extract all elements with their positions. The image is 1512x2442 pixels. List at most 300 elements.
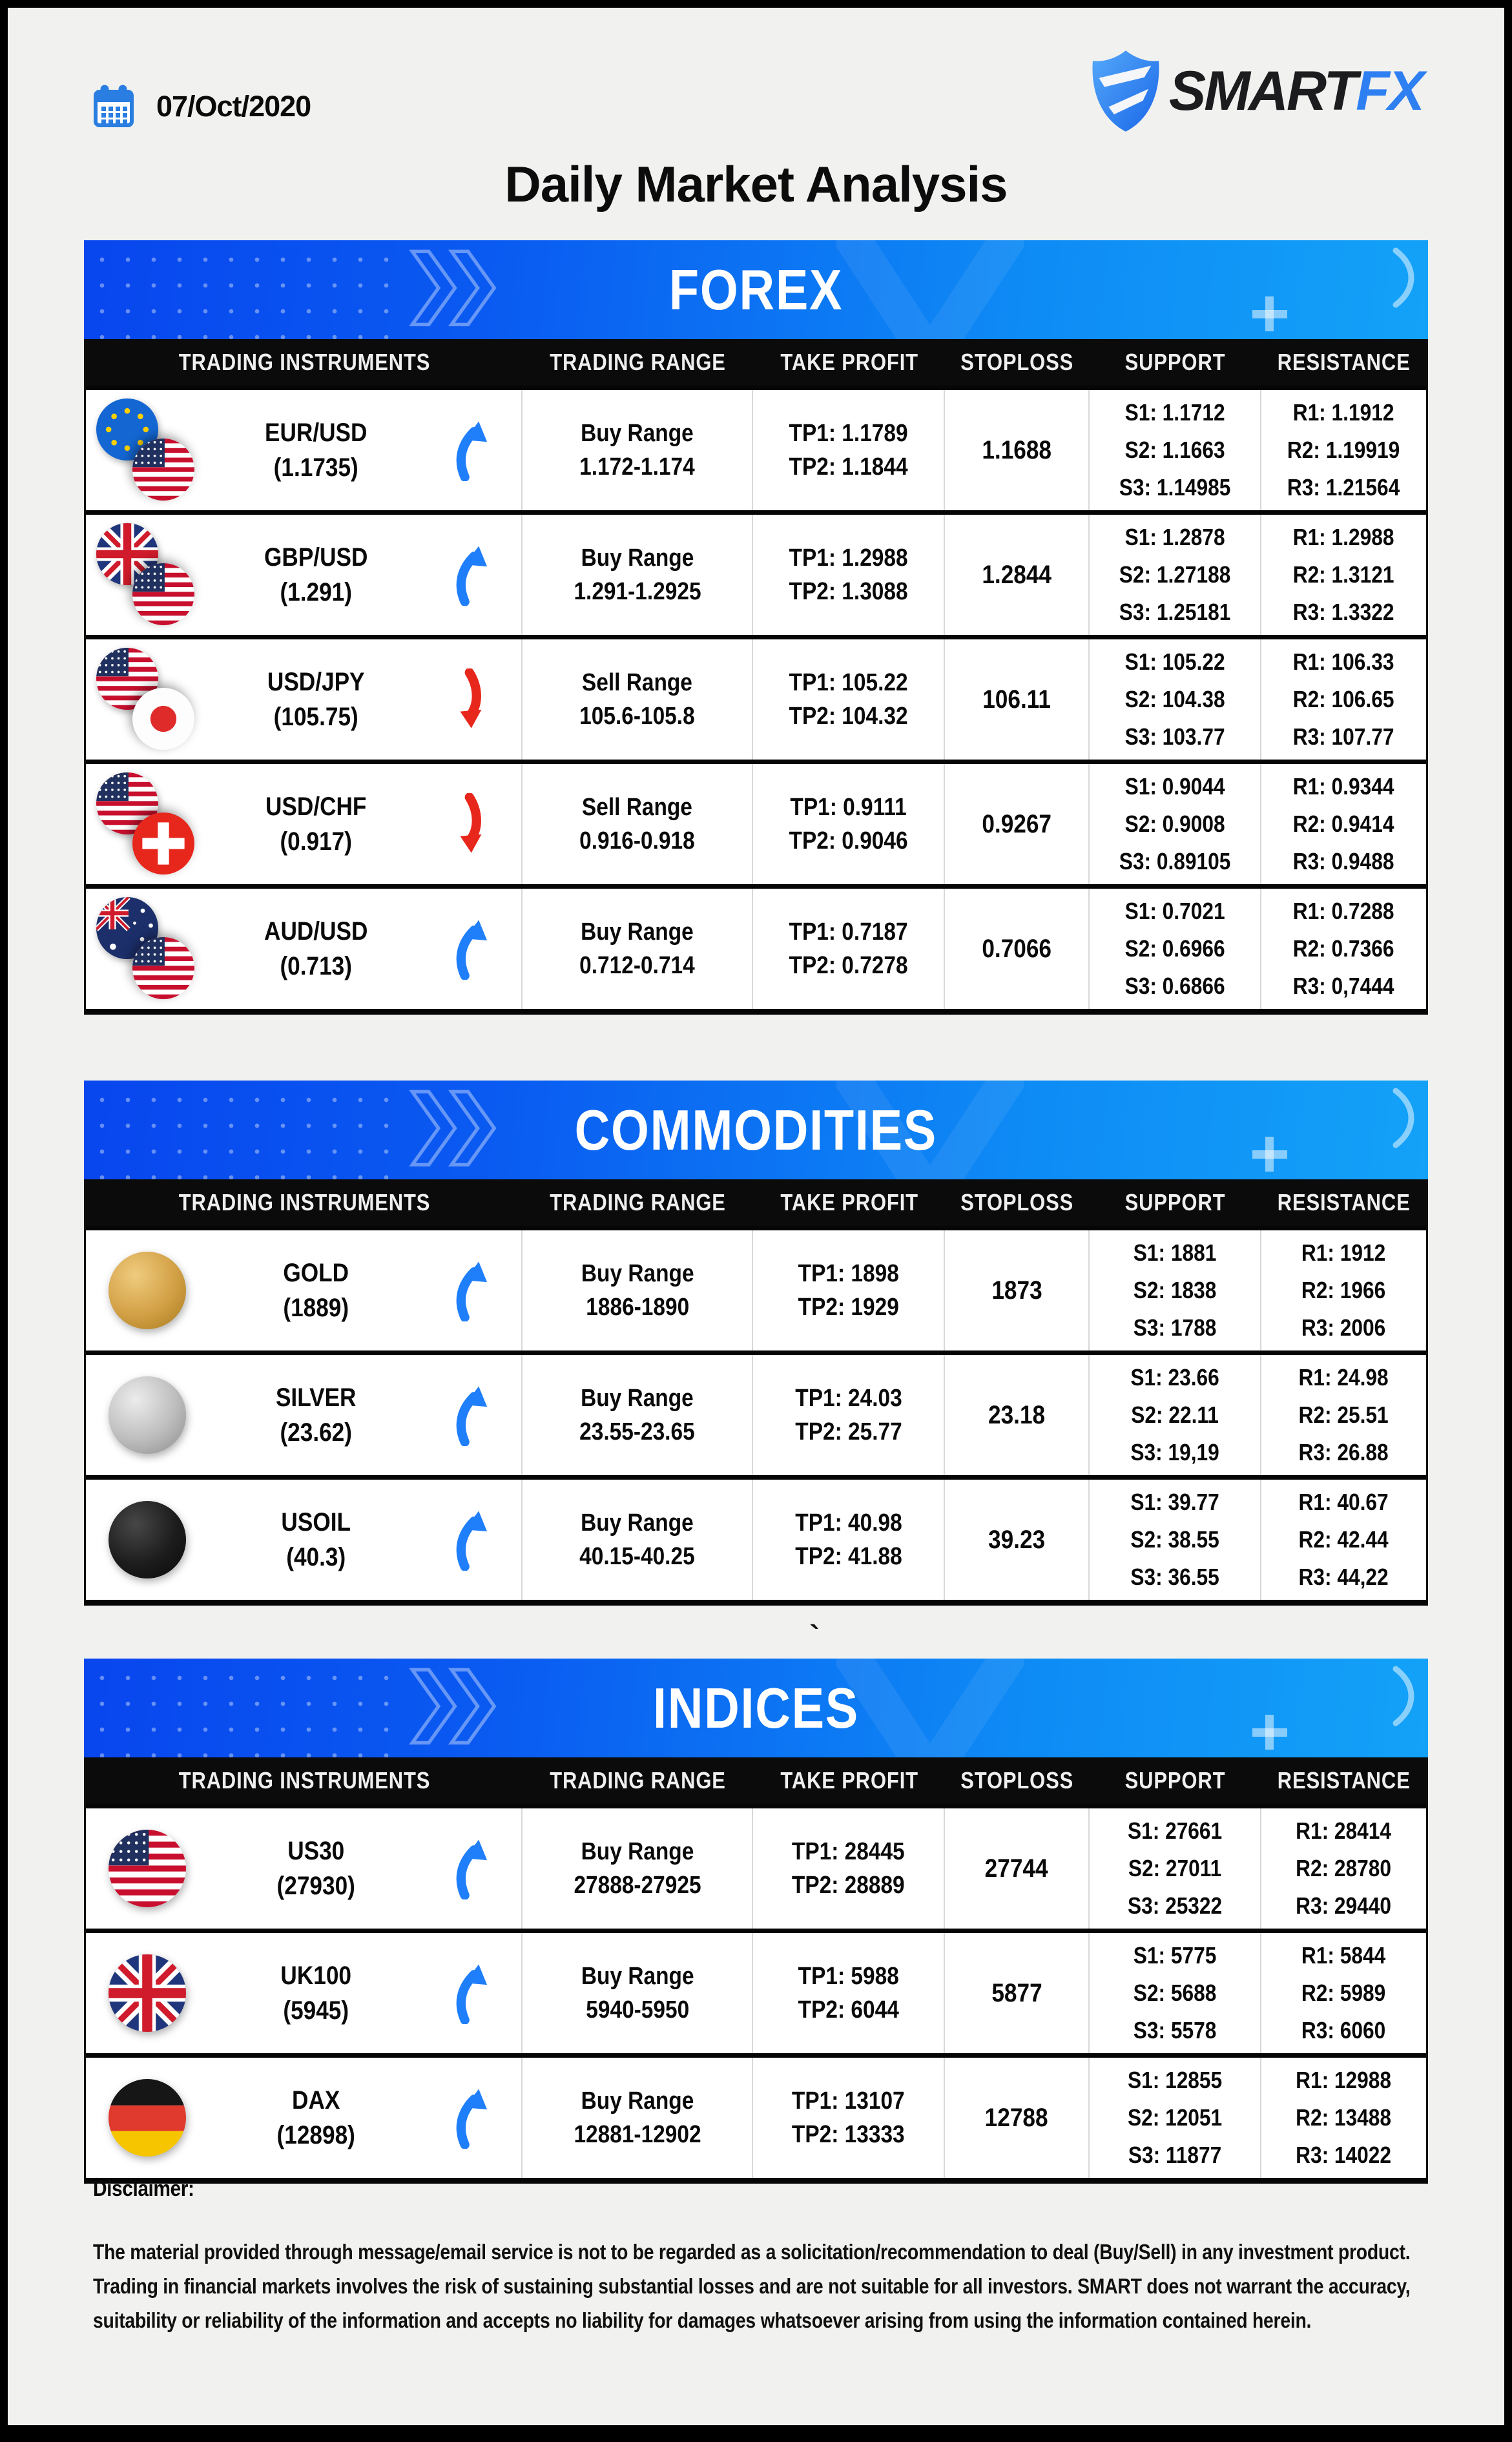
- column-header: TRADING RANGE: [550, 1189, 727, 1216]
- cell-support: [1090, 2058, 1261, 2178]
- support-level: S1: 27661: [1127, 1817, 1223, 1844]
- instrument-price: (27930): [276, 1871, 355, 1900]
- report-date: 07/Oct/2020: [156, 90, 311, 123]
- instrument-price: (1.1735): [273, 453, 358, 482]
- cell-stoploss: [945, 1480, 1090, 1600]
- resistance-level: R2: 5989: [1301, 1979, 1386, 2006]
- tp2-value: TP2: 41.88: [794, 1542, 902, 1570]
- tp2-value: TP2: 104.32: [789, 702, 908, 730]
- support-level: S3: 0.6866: [1124, 973, 1225, 1000]
- resistance-level: R1: 1.2988: [1292, 523, 1394, 550]
- cell-stoploss: [945, 390, 1090, 510]
- cell-trading-range: [523, 2058, 753, 2178]
- stray-mark: `: [809, 1619, 820, 1653]
- resistance-level: R1: 0.7288: [1292, 897, 1394, 924]
- up-arrow-icon: [453, 544, 495, 606]
- support-level: S1: 1881: [1133, 1239, 1217, 1266]
- resistance-level: R1: 1.1912: [1292, 398, 1394, 426]
- cell-take-profit: [753, 390, 945, 510]
- support-level: S2: 104.38: [1124, 685, 1225, 712]
- tp2-value: TP2: 0.9046: [789, 827, 908, 854]
- up-arrow-icon: [453, 1837, 495, 1899]
- table-header: [86, 1757, 1426, 1804]
- resistance-level: R2: 25.51: [1298, 1401, 1389, 1428]
- jp-flag-icon: [132, 688, 194, 750]
- support-level: S3: 1.14985: [1119, 474, 1231, 501]
- cell-stoploss: [945, 764, 1090, 884]
- cell-trading-range: [523, 639, 753, 760]
- cell-support: [1090, 1480, 1261, 1600]
- table-header: [86, 1179, 1426, 1226]
- table-row: [86, 1929, 1426, 2053]
- trend-arrow: [432, 668, 516, 730]
- tp2-value: TP2: 0.7278: [789, 951, 908, 979]
- cell-trading-range: [523, 1933, 753, 2053]
- cell-instrument: [86, 764, 523, 884]
- column-header: TAKE PROFIT: [780, 1767, 918, 1794]
- cell-take-profit: [753, 889, 945, 1009]
- range-value: 0.712-0.714: [579, 951, 696, 979]
- trend-arrow: [432, 918, 516, 980]
- us-flag-icon: [132, 439, 194, 501]
- section-commodities: [84, 1081, 1428, 1606]
- support-level: S1: 23.66: [1130, 1363, 1219, 1391]
- tp1-value: TP1: 13107: [792, 2087, 906, 2115]
- up-arrow-icon: [453, 1384, 495, 1446]
- tp1-value: TP1: 105.22: [789, 668, 908, 696]
- cell-stoploss: [945, 1808, 1090, 1929]
- ch-flag-icon: [132, 812, 194, 874]
- cell-resistance: [1261, 1480, 1426, 1600]
- resistance-level: R1: 12988: [1296, 2066, 1392, 2093]
- cell-take-profit: [753, 639, 945, 760]
- table-row: [86, 510, 1426, 635]
- stoploss-value: 1873: [991, 1276, 1042, 1305]
- tp2-value: TP2: 28889: [792, 1871, 906, 1899]
- resistance-level: R3: 107.77: [1292, 723, 1394, 750]
- tp2-value: TP2: 13333: [792, 2120, 906, 2148]
- cell-stoploss: [945, 515, 1090, 635]
- support-level: S2: 27011: [1128, 1854, 1222, 1881]
- resistance-level: R3: 1.21564: [1287, 474, 1400, 501]
- cell-support: [1090, 764, 1261, 884]
- support-level: S1: 0.9044: [1124, 772, 1225, 800]
- instrument-icon: [95, 1940, 200, 2046]
- cell-trading-range: [523, 1480, 753, 1600]
- column-header: TAKE PROFIT: [780, 1189, 918, 1216]
- cell-instrument: [86, 639, 523, 760]
- support-level: S1: 0.7021: [1124, 897, 1225, 924]
- brand-logo: [1086, 48, 1423, 134]
- support-level: S3: 1788: [1133, 1314, 1217, 1341]
- section-banner: [84, 1659, 1428, 1757]
- cell-instrument: [86, 390, 523, 510]
- up-arrow-icon: [453, 1509, 495, 1571]
- cell-trading-range: [523, 1355, 753, 1475]
- instrument-price: (0.713): [280, 951, 352, 980]
- trend-arrow: [432, 793, 516, 855]
- down-arrow-icon: [453, 793, 495, 855]
- column-header: RESISTANCE: [1277, 1189, 1411, 1216]
- oil-icon: [109, 1501, 186, 1578]
- brand-shield-icon: [1086, 48, 1165, 134]
- cell-take-profit: [753, 764, 945, 884]
- support-level: S3: 1.25181: [1119, 599, 1231, 626]
- column-header: STOPLOSS: [960, 1189, 1074, 1216]
- support-level: S2: 1.1663: [1124, 436, 1225, 463]
- cell-instrument: [86, 889, 523, 1009]
- stoploss-value: 106.11: [982, 685, 1051, 714]
- cell-resistance: [1261, 889, 1426, 1009]
- resistance-level: R2: 1.3121: [1292, 561, 1394, 588]
- up-arrow-icon: [453, 419, 495, 481]
- de-flag-icon: [109, 2079, 186, 2157]
- range-value: 0.916-0.918: [579, 827, 696, 854]
- instrument-price: (12898): [276, 2120, 355, 2149]
- instrument-icon: [95, 1487, 200, 1593]
- resistance-level: R2: 42.44: [1298, 1526, 1389, 1553]
- instrument-icon: [95, 1362, 200, 1468]
- cell-trading-range: [523, 889, 753, 1009]
- instrument-price: (0.917): [280, 827, 352, 856]
- support-level: S2: 0.6966: [1124, 935, 1225, 962]
- range-value: 12881-12902: [574, 2120, 701, 2148]
- cell-stoploss: [945, 889, 1090, 1009]
- support-level: S1: 1.1712: [1124, 398, 1225, 426]
- table-header: [86, 339, 1426, 386]
- support-level: S2: 1838: [1133, 1276, 1217, 1303]
- sections: [84, 242, 1428, 2184]
- resistance-level: R1: 40.67: [1298, 1488, 1389, 1515]
- column-header: RESISTANCE: [1277, 1767, 1411, 1794]
- range-label: Buy Range: [581, 1259, 694, 1287]
- cell-instrument: [86, 1230, 523, 1350]
- us-flag-icon: [132, 937, 194, 999]
- cell-instrument: [86, 515, 523, 635]
- range-label: Buy Range: [581, 918, 694, 946]
- tp2-value: TP2: 1929: [798, 1293, 899, 1321]
- support-level: S1: 1.2878: [1124, 523, 1225, 550]
- resistance-level: R2: 0.7366: [1292, 935, 1394, 962]
- support-level: S2: 12051: [1127, 2104, 1223, 2131]
- cell-instrument: [86, 1355, 523, 1475]
- cell-stoploss: [945, 1230, 1090, 1350]
- instrument-name: UK100: [280, 1961, 351, 1990]
- cell-support: [1090, 889, 1261, 1009]
- cell-trading-range: [523, 1230, 753, 1350]
- gold-icon: [109, 1252, 186, 1329]
- trend-arrow: [432, 1384, 516, 1446]
- resistance-level: R2: 13488: [1296, 2104, 1392, 2131]
- cell-support: [1090, 390, 1261, 510]
- resistance-level: R1: 5844: [1301, 1941, 1386, 1969]
- table-row: [86, 884, 1426, 1009]
- range-label: Buy Range: [581, 544, 694, 572]
- trend-arrow: [432, 2087, 516, 2149]
- tp2-value: TP2: 1.1844: [789, 453, 908, 481]
- support-level: S2: 5688: [1133, 1979, 1217, 2006]
- trend-arrow: [432, 1837, 516, 1899]
- column-header: TRADING INSTRUMENTS: [178, 1767, 431, 1794]
- stoploss-value: 0.7066: [982, 934, 1051, 963]
- cell-take-profit: [753, 1355, 945, 1475]
- support-level: S2: 38.55: [1130, 1526, 1219, 1553]
- stoploss-value: 5877: [991, 1978, 1042, 2007]
- cell-trading-range: [523, 515, 753, 635]
- support-level: S2: 22.11: [1131, 1401, 1219, 1428]
- tp1-value: TP1: 40.98: [794, 1509, 902, 1537]
- section-indices: [84, 1619, 1428, 2184]
- resistance-level: R3: 6060: [1301, 2017, 1386, 2044]
- cell-take-profit: [753, 1808, 945, 1929]
- instrument-icon: [95, 647, 200, 752]
- cell-take-profit: [753, 1480, 945, 1600]
- table-row: [86, 1804, 1426, 1929]
- brand-name-fx: FX: [1356, 59, 1423, 122]
- instrument-icon: [95, 2065, 200, 2171]
- cell-resistance: [1261, 2058, 1426, 2178]
- instrument-name: GBP/USD: [264, 543, 368, 572]
- cell-instrument: [86, 1808, 523, 1929]
- instrument-icon: [95, 771, 200, 877]
- support-level: S3: 36.55: [1130, 1564, 1219, 1591]
- resistance-level: R3: 29440: [1296, 1892, 1392, 1919]
- cell-take-profit: [753, 2058, 945, 2178]
- support-level: S3: 0.89105: [1119, 848, 1231, 875]
- cell-trading-range: [523, 1808, 753, 1929]
- column-header: SUPPORT: [1125, 1767, 1226, 1794]
- calendar-icon: [93, 84, 134, 129]
- instrument-price: (40.3): [286, 1542, 346, 1571]
- column-header: SUPPORT: [1125, 1189, 1226, 1216]
- instrument-name: USD/JPY: [267, 667, 365, 696]
- resistance-level: R3: 14022: [1296, 2142, 1392, 2169]
- resistance-level: R1: 28414: [1296, 1817, 1392, 1844]
- section-title: COMMODITIES: [574, 1097, 938, 1162]
- instrument-name: AUD/USD: [264, 916, 368, 946]
- support-level: S1: 105.22: [1124, 648, 1225, 675]
- section-banner: [84, 1081, 1428, 1179]
- range-value: 1.291-1.2925: [574, 577, 701, 605]
- column-header: TAKE PROFIT: [780, 349, 918, 375]
- tp1-value: TP1: 1.1789: [789, 419, 908, 447]
- tp1-value: TP1: 28445: [792, 1837, 906, 1865]
- range-value: 40.15-40.25: [579, 1542, 696, 1570]
- instrument-price: (1889): [283, 1293, 349, 1322]
- cell-resistance: [1261, 390, 1426, 510]
- cell-stoploss: [945, 639, 1090, 760]
- range-value: 1.172-1.174: [579, 453, 696, 481]
- tp2-value: TP2: 6044: [798, 1996, 899, 2023]
- trend-arrow: [432, 1259, 516, 1321]
- up-arrow-icon: [453, 918, 495, 980]
- cell-support: [1090, 1933, 1261, 2053]
- cell-instrument: [86, 2058, 523, 2178]
- cell-support: [1090, 515, 1261, 635]
- range-label: Buy Range: [581, 1837, 694, 1865]
- tp1-value: TP1: 24.03: [794, 1384, 902, 1412]
- stoploss-value: 1.1688: [982, 435, 1051, 464]
- support-level: S1: 5775: [1133, 1941, 1217, 1969]
- instrument-price: (1.291): [280, 577, 352, 606]
- section-title: INDICES: [652, 1675, 860, 1740]
- up-arrow-icon: [453, 1962, 495, 2024]
- range-value: 27888-27925: [574, 1871, 701, 1899]
- cell-resistance: [1261, 639, 1426, 760]
- range-label: Buy Range: [581, 1962, 694, 1990]
- cell-take-profit: [753, 515, 945, 635]
- disclaimer: [93, 2177, 1427, 2337]
- range-label: Buy Range: [581, 419, 694, 447]
- resistance-level: R3: 2006: [1301, 1314, 1386, 1341]
- support-level: S1: 39.77: [1130, 1488, 1219, 1515]
- resistance-level: R3: 26.88: [1298, 1439, 1389, 1466]
- range-value: 23.55-23.65: [579, 1418, 696, 1445]
- resistance-level: R3: 1.3322: [1292, 599, 1394, 626]
- column-header: SUPPORT: [1125, 349, 1226, 375]
- resistance-level: R1: 0.9344: [1292, 772, 1394, 800]
- resistance-level: R2: 28780: [1296, 1854, 1392, 1881]
- down-arrow-icon: [453, 668, 495, 730]
- range-value: 5940-5950: [585, 1996, 689, 2023]
- support-level: S3: 5578: [1133, 2017, 1217, 2044]
- tp1-value: TP1: 1898: [798, 1259, 899, 1287]
- stoploss-value: 0.9267: [982, 809, 1051, 838]
- cell-instrument: [86, 1933, 523, 2053]
- column-header: TRADING RANGE: [550, 349, 727, 375]
- brand-name-smart: SMART: [1168, 59, 1356, 122]
- resistance-level: R1: 1912: [1301, 1239, 1386, 1266]
- cell-support: [1090, 1808, 1261, 1929]
- section-banner: [84, 240, 1428, 339]
- support-level: S3: 11877: [1128, 2142, 1222, 2169]
- trend-arrow: [432, 419, 516, 481]
- instrument-name: US30: [287, 1836, 345, 1865]
- range-label: Buy Range: [581, 1384, 694, 1412]
- instrument-price: (5945): [283, 1996, 349, 2025]
- resistance-level: R2: 106.65: [1292, 685, 1394, 712]
- table-row: [86, 2053, 1426, 2178]
- table-row: [86, 635, 1426, 760]
- cell-support: [1090, 1355, 1261, 1475]
- section-title: FOREX: [668, 257, 844, 322]
- stoploss-value: 39.23: [988, 1525, 1046, 1554]
- range-value: 1886-1890: [585, 1293, 689, 1321]
- resistance-level: R2: 0.9414: [1292, 810, 1394, 837]
- cell-resistance: [1261, 1230, 1426, 1350]
- range-label: Sell Range: [582, 793, 693, 821]
- support-level: S1: 12855: [1127, 2066, 1223, 2093]
- stoploss-value: 27744: [985, 1854, 1049, 1883]
- disclaimer-heading: Disclaimer:: [93, 2177, 194, 2201]
- table-row: [86, 386, 1426, 510]
- trend-arrow: [432, 1962, 516, 2024]
- date-box: [93, 84, 311, 129]
- tp1-value: TP1: 1.2988: [789, 544, 908, 572]
- support-level: S3: 19,19: [1130, 1439, 1219, 1466]
- instrument-name: EUR/USD: [265, 418, 368, 447]
- page-title: Daily Market Analysis: [504, 156, 1008, 212]
- support-level: S3: 103.77: [1124, 723, 1225, 750]
- cell-trading-range: [523, 390, 753, 510]
- support-level: S2: 0.9008: [1124, 810, 1225, 837]
- resistance-level: R1: 24.98: [1298, 1363, 1389, 1391]
- cell-resistance: [1261, 764, 1426, 884]
- cell-stoploss: [945, 2058, 1090, 2178]
- resistance-level: R1: 106.33: [1292, 648, 1394, 675]
- resistance-level: R3: 0,7444: [1292, 973, 1394, 1000]
- section-forex: [84, 240, 1428, 1015]
- instrument-icon: [95, 522, 200, 628]
- instrument-price: (105.75): [273, 702, 358, 731]
- stoploss-value: 12788: [985, 2103, 1049, 2132]
- range-value: 105.6-105.8: [579, 702, 696, 730]
- column-header: TRADING INSTRUMENTS: [178, 1189, 431, 1216]
- tp2-value: TP2: 25.77: [794, 1418, 902, 1445]
- tp1-value: TP1: 0.7187: [789, 918, 908, 946]
- cell-take-profit: [753, 1933, 945, 2053]
- instrument-icon: [95, 397, 200, 503]
- trend-arrow: [432, 544, 516, 606]
- table-row: [86, 1226, 1426, 1350]
- instrument-name: SILVER: [275, 1383, 357, 1412]
- uk-flag-icon: [109, 1954, 186, 2032]
- table-row: [86, 1475, 1426, 1600]
- column-header: STOPLOSS: [960, 1767, 1074, 1794]
- resistance-level: R2: 1966: [1301, 1276, 1386, 1303]
- cell-support: [1090, 639, 1261, 760]
- cell-stoploss: [945, 1355, 1090, 1475]
- cell-resistance: [1261, 1355, 1426, 1475]
- cell-resistance: [1261, 515, 1426, 635]
- range-label: Sell Range: [582, 668, 693, 696]
- resistance-level: R3: 0.9488: [1292, 848, 1394, 875]
- resistance-level: R2: 1.19919: [1287, 436, 1400, 463]
- support-level: S2: 1.27188: [1119, 561, 1231, 588]
- disclaimer-body: The material provided through message/email service is not to be regarded as a solicitation/recommendation to deal (Buy/Sell) in any investment product. Trading in financial markets involves the risk of sustaining substantial losses and are not suitable for all investors. SMART does not warrant the accuracy, suitability or reliability of the information and accepts no liability for damages whatsoever arising from using the information contained herein.: [93, 2240, 1411, 2332]
- us-flag-icon: [132, 563, 194, 625]
- resistance-level: R3: 44,22: [1298, 1564, 1389, 1591]
- trend-arrow: [432, 1509, 516, 1571]
- stoploss-value: 23.18: [988, 1400, 1046, 1429]
- stoploss-value: 1.2844: [982, 560, 1051, 589]
- instrument-icon: [95, 896, 200, 1002]
- range-label: Buy Range: [581, 2087, 694, 2115]
- column-header: RESISTANCE: [1277, 349, 1411, 375]
- up-arrow-icon: [453, 2087, 495, 2149]
- instrument-icon: [95, 1816, 200, 1921]
- us-flag-icon: [109, 1830, 186, 1907]
- silver-icon: [109, 1376, 186, 1454]
- instrument-price: (23.62): [280, 1418, 352, 1447]
- table-row: [86, 760, 1426, 884]
- tp2-value: TP2: 1.3088: [789, 577, 908, 605]
- cell-resistance: [1261, 1808, 1426, 1929]
- up-arrow-icon: [453, 1259, 495, 1321]
- instrument-name: USD/CHF: [265, 792, 367, 821]
- range-label: Buy Range: [581, 1509, 694, 1537]
- instrument-icon: [95, 1237, 200, 1343]
- cell-resistance: [1261, 1933, 1426, 2053]
- column-header: STOPLOSS: [960, 349, 1074, 375]
- support-level: S3: 25322: [1127, 1892, 1223, 1919]
- tp1-value: TP1: 0.9111: [790, 793, 907, 821]
- cell-take-profit: [753, 1230, 945, 1350]
- cell-support: [1090, 1230, 1261, 1350]
- cell-instrument: [86, 1480, 523, 1600]
- instrument-name: USOIL: [281, 1507, 351, 1537]
- column-header: TRADING RANGE: [550, 1767, 727, 1794]
